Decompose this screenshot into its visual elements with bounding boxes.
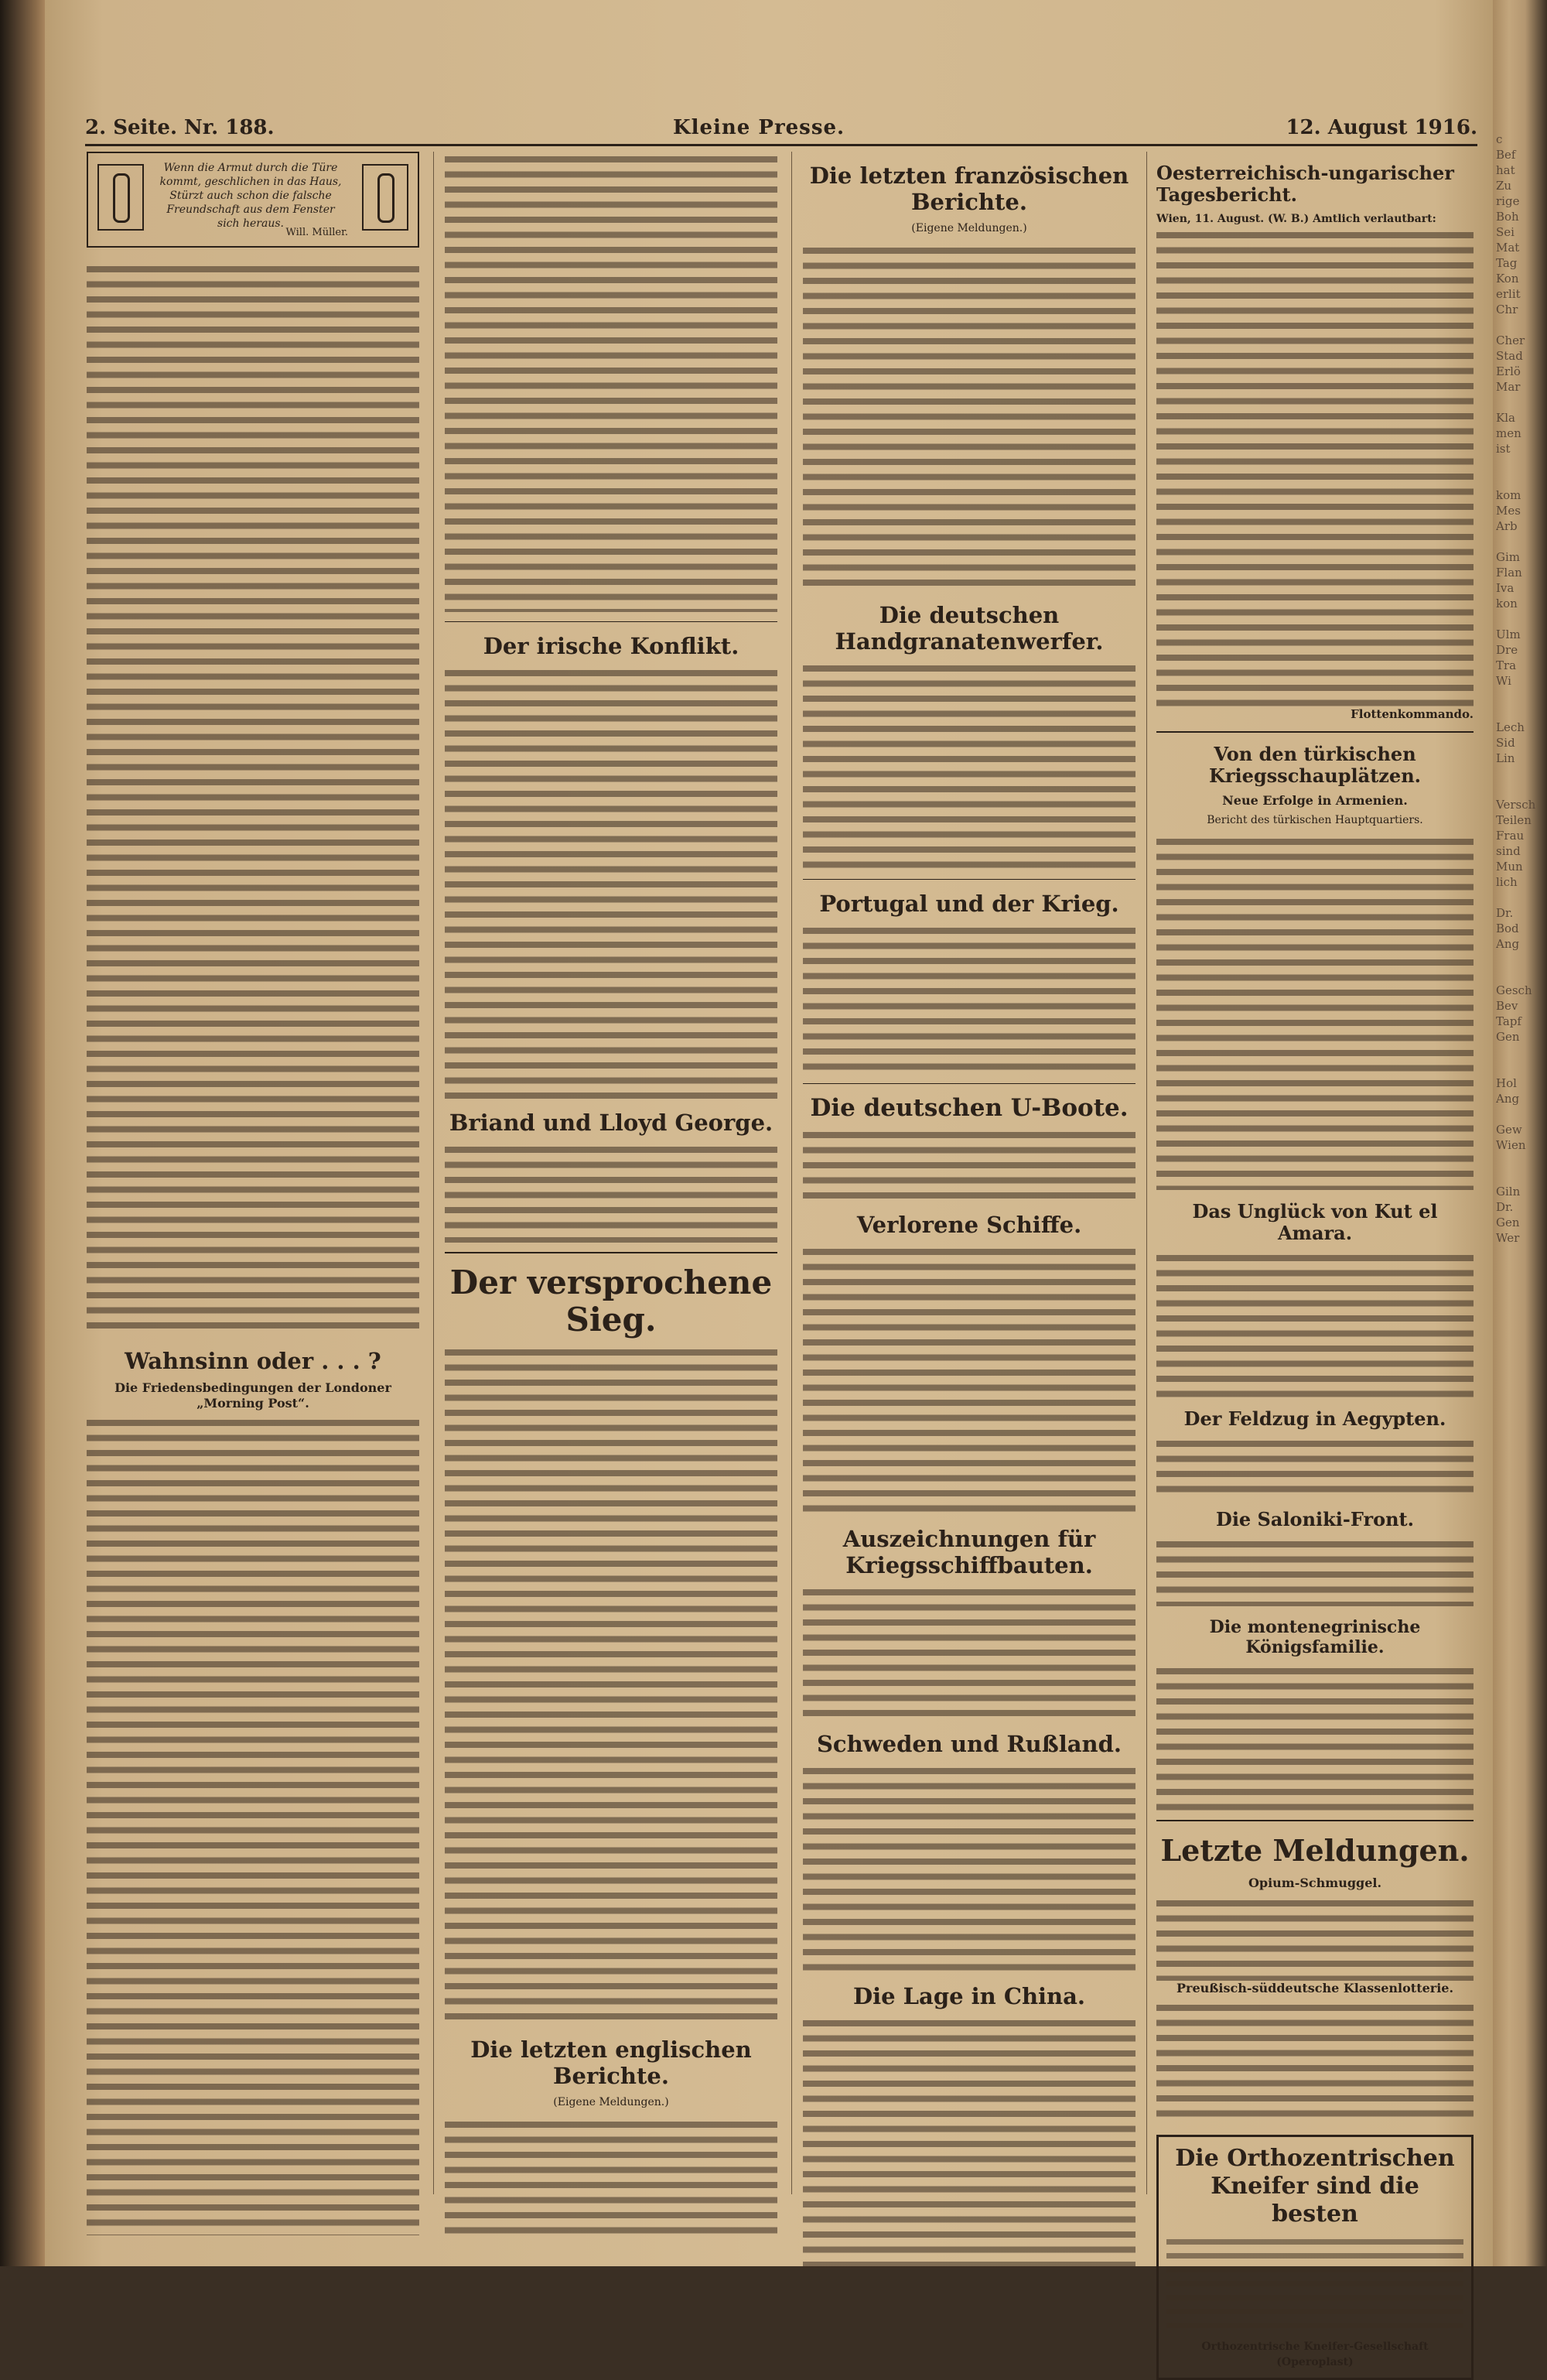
- masthead-rule: [85, 144, 1477, 146]
- newspaper-title: Kleine Presse.: [673, 116, 845, 139]
- edge-text-fragment: Flan: [1496, 566, 1522, 580]
- edge-text-fragment: men: [1496, 426, 1521, 440]
- headline-auszeichnungen: Auszeichnungen für Kriegsschiffbauten.: [842, 1525, 1096, 1578]
- edge-text-fragment: Bod: [1496, 922, 1519, 935]
- edge-text-fragment: Giln: [1496, 1185, 1521, 1199]
- article-body-illegible: [1156, 227, 1474, 707]
- subheadline-armenien: Neue Erfolge in Armenien.: [1222, 793, 1408, 808]
- article-body-illegible: [803, 923, 1135, 1074]
- edge-text-fragment: Mar: [1496, 380, 1521, 394]
- edge-text-fragment: Gim: [1496, 550, 1521, 564]
- edge-text-fragment: rige: [1496, 194, 1520, 208]
- source-note: (Eigene Meldungen.): [553, 2096, 669, 2108]
- ad-title: Die Orthozentrischen Kneifer sind die besten: [1175, 2145, 1455, 2228]
- advertisement-kneifer: [1156, 2135, 1474, 2380]
- edge-text-fragment: Chr: [1496, 303, 1518, 316]
- column-4: [1156, 152, 1474, 2380]
- headline-aegypten: Der Feldzug in Aegypten.: [1183, 1407, 1446, 1430]
- edge-text-fragment: [1496, 611, 1544, 627]
- edge-text-fragment: Gew: [1496, 1123, 1522, 1137]
- dateline: Wien, 11. August. (W. B.) Amtlich verlautbart:: [1156, 213, 1436, 225]
- edge-text-fragment: kom: [1496, 488, 1521, 502]
- edge-text-fragment: [1496, 766, 1544, 781]
- ad-footer: Orthozentrische Kneifer-Gesellschaft (Operoplast): [1201, 2341, 1429, 2368]
- section-rule: [1156, 731, 1474, 733]
- article-body-illegible: [803, 1127, 1135, 1201]
- source-note: (Eigene Meldungen.): [911, 222, 1027, 234]
- edge-text-fragment: Dre: [1496, 643, 1518, 657]
- ornament-icon: [97, 164, 144, 231]
- edge-text-fragment: [1496, 472, 1544, 487]
- edge-text-fragment: lich: [1496, 875, 1518, 889]
- edge-text-fragment: Cher: [1496, 333, 1525, 347]
- edge-text-fragment: Wer: [1496, 1231, 1520, 1245]
- edge-text-fragment: Dr.: [1496, 1200, 1514, 1214]
- edge-text-fragment: Boh: [1496, 210, 1519, 224]
- article-body-illegible: [445, 2117, 777, 2237]
- edge-text-fragment: [1496, 534, 1544, 549]
- edge-text-fragment: [1496, 1060, 1544, 1075]
- subheadline-hauptquartier: Bericht des türkischen Hauptquartiers.: [1207, 813, 1423, 826]
- masthead: [85, 116, 1477, 147]
- edge-text-fragment: Erlö: [1496, 364, 1521, 378]
- headline-lage-in-china: Die Lage in China.: [852, 1982, 1086, 2009]
- article-body-illegible: [445, 1345, 777, 2026]
- subheadline-opium: Opium-Schmuggel.: [1248, 1876, 1382, 1890]
- headline-versprochene-sieg: Der versprochene Sieg.: [449, 1264, 773, 1339]
- column-rule: [433, 152, 434, 2194]
- subheadline-lotterie: Preußisch-süddeutsche Klassenlotterie.: [1176, 1980, 1454, 1995]
- edge-text-fragment: Tapf: [1496, 1014, 1521, 1028]
- headline-tagesbericht: Oesterreichisch-ungarischer Tagesbericht.: [1156, 162, 1454, 206]
- edge-text-fragment: Ang: [1496, 937, 1520, 951]
- edge-text-fragment: Frau: [1496, 829, 1525, 843]
- article-body-illegible: [803, 2016, 1135, 2271]
- page-number: 2. Seite. Nr. 188.: [85, 116, 275, 139]
- edge-text-fragment: [1496, 781, 1544, 797]
- edge-text-fragment: Bef: [1496, 148, 1516, 162]
- edge-text-fragment: Gesch: [1496, 983, 1532, 997]
- article-body-illegible: [803, 243, 1135, 591]
- edge-text-fragment: Gen: [1496, 1216, 1520, 1229]
- edge-text-fragment: Gen: [1496, 1030, 1520, 1044]
- headline-irischer-konflikt: Der irische Konflikt.: [483, 633, 739, 659]
- edge-text-fragment: Tra: [1496, 658, 1517, 672]
- edge-text-fragment: Kon: [1496, 272, 1519, 286]
- edge-text-fragment: [1496, 1106, 1544, 1122]
- headline-letzte-meldungen: Letzte Meldungen.: [1160, 1833, 1470, 1868]
- section-rule: [445, 621, 777, 622]
- article-body-illegible: [1156, 1537, 1474, 1606]
- headline-montenegro: Die montenegrinische Königsfamilie.: [1209, 1617, 1421, 1657]
- article-body-illegible: [445, 152, 777, 612]
- poem-box: [87, 152, 419, 248]
- headline-schweden-russland: Schweden und Rußland.: [816, 1730, 1122, 1757]
- edge-text-fragment: [1496, 704, 1544, 720]
- headline-handgranatenwerfer: Die deutschen Handgranatenwerfer.: [835, 601, 1104, 655]
- headline-verlorene-schiffe: Verlorene Schiffe.: [856, 1211, 1082, 1238]
- edge-text-fragment: [1496, 1153, 1544, 1168]
- edge-text-fragment: Ang: [1496, 1092, 1520, 1106]
- next-page-fragments: [1496, 132, 1544, 1246]
- headline-wahnsinn: Wahnsinn oder . . . ?: [125, 1348, 381, 1374]
- section-rule: [445, 1252, 777, 1253]
- headline-saloniki: Die Saloniki-Front.: [1216, 1508, 1414, 1530]
- headline-u-boote: Die deutschen U-Boote.: [810, 1093, 1129, 1122]
- edge-text-fragment: [1496, 457, 1544, 472]
- edge-text-fragment: Arb: [1496, 519, 1518, 533]
- edge-text-fragment: c: [1496, 132, 1503, 146]
- edge-text-fragment: [1496, 952, 1544, 967]
- column-3: [803, 152, 1135, 2271]
- edge-text-fragment: sind: [1496, 844, 1521, 858]
- article-body-illegible: [1156, 1250, 1474, 1397]
- column-rule: [1146, 152, 1147, 2194]
- edge-text-fragment: hat: [1496, 163, 1515, 177]
- edge-text-fragment: [1496, 1168, 1544, 1184]
- edge-text-fragment: [1496, 1045, 1544, 1060]
- column-2: [445, 152, 777, 2237]
- edge-text-fragment: erlit: [1496, 287, 1521, 301]
- article-body-illegible: [87, 1415, 419, 2235]
- edge-text-fragment: Sid: [1496, 736, 1515, 750]
- headline-briand: Briand und Lloyd George.: [449, 1110, 774, 1136]
- edge-text-fragment: Dr.: [1496, 906, 1514, 920]
- edge-text-fragment: Sei: [1496, 225, 1515, 239]
- section-rule: [803, 879, 1135, 880]
- edge-text-fragment: [1496, 967, 1544, 983]
- headline-englische-berichte: Die letzten englischen Berichte.: [470, 2036, 752, 2089]
- edge-text-fragment: Hol: [1496, 1076, 1517, 1090]
- next-page-edge: [1493, 0, 1547, 2266]
- section-rule: [803, 1083, 1135, 1084]
- article-body-illegible: [1156, 1664, 1474, 1811]
- edge-text-fragment: Wien: [1496, 1138, 1526, 1152]
- signature-flottenkommando: Flottenkommando.: [1351, 706, 1474, 721]
- edge-text-fragment: Teilen: [1496, 813, 1532, 827]
- edge-text-fragment: [1496, 890, 1544, 905]
- edge-text-fragment: Mes: [1496, 504, 1521, 518]
- edge-text-fragment: Iva: [1496, 581, 1515, 595]
- headline-franzoesische-berichte: Die letzten französischen Berichte.: [809, 162, 1129, 215]
- article-body-illegible: [803, 1585, 1135, 1720]
- edge-text-fragment: Kla: [1496, 411, 1515, 425]
- edge-text-fragment: Lin: [1496, 751, 1515, 765]
- headline-tuerkische-kriegsschauplaetze: Von den türkischen Kriegsschauplätzen.: [1209, 743, 1421, 787]
- edge-text-fragment: Tag: [1496, 256, 1518, 270]
- article-body-illegible: [1156, 834, 1474, 1190]
- article-body-illegible: [1156, 2000, 1474, 2124]
- article-body-illegible: [87, 262, 419, 1337]
- article-body-illegible: [803, 661, 1135, 870]
- column-1: [87, 152, 419, 2235]
- section-rule: [1156, 1820, 1474, 1821]
- edge-text-fragment: Zu: [1496, 179, 1512, 193]
- edge-text-fragment: Bev: [1496, 999, 1518, 1013]
- headline-portugal: Portugal und der Krieg.: [819, 890, 1119, 917]
- edge-text-fragment: Versch: [1496, 798, 1536, 812]
- article-body-illegible: [803, 1763, 1135, 1972]
- article-body-illegible: [445, 1142, 777, 1243]
- subheadline-friedensbedingungen: Die Friedensbedingungen der Londoner „Morning Post“.: [114, 1380, 391, 1411]
- ad-body-illegible: [1166, 2235, 1463, 2335]
- edge-text-fragment: Mat: [1496, 241, 1520, 255]
- issue-date: 12. August 1916.: [1286, 116, 1477, 139]
- poem-author: Will. Müller.: [285, 226, 348, 238]
- edge-text-fragment: Mun: [1496, 860, 1523, 874]
- book-spine: [0, 0, 45, 2266]
- edge-text-fragment: [1496, 395, 1544, 410]
- column-rule: [791, 152, 792, 2194]
- edge-text-fragment: Ulm: [1496, 627, 1521, 641]
- edge-text-fragment: Lech: [1496, 720, 1525, 734]
- edge-text-fragment: kon: [1496, 597, 1518, 610]
- article-body-illegible: [445, 665, 777, 1099]
- edge-text-fragment: Stad: [1496, 349, 1523, 363]
- edge-text-fragment: [1496, 689, 1544, 704]
- edge-text-fragment: Wi: [1496, 674, 1511, 688]
- headline-kut-el-amara: Das Unglück von Kut el Amara.: [1192, 1200, 1438, 1244]
- edge-text-fragment: ist: [1496, 442, 1511, 456]
- ornament-icon: [362, 164, 408, 231]
- article-body-illegible: [1156, 1436, 1474, 1498]
- article-body-illegible: [1156, 1896, 1474, 1981]
- poem-text: Wenn die Armut durch die Türe kommt, geschlichen in das Haus, Stürzt auch schon die falsche Freundschaft aus dem Fenster sich heraus.: [159, 162, 342, 230]
- edge-text-fragment: [1496, 317, 1544, 333]
- article-body-illegible: [803, 1244, 1135, 1515]
